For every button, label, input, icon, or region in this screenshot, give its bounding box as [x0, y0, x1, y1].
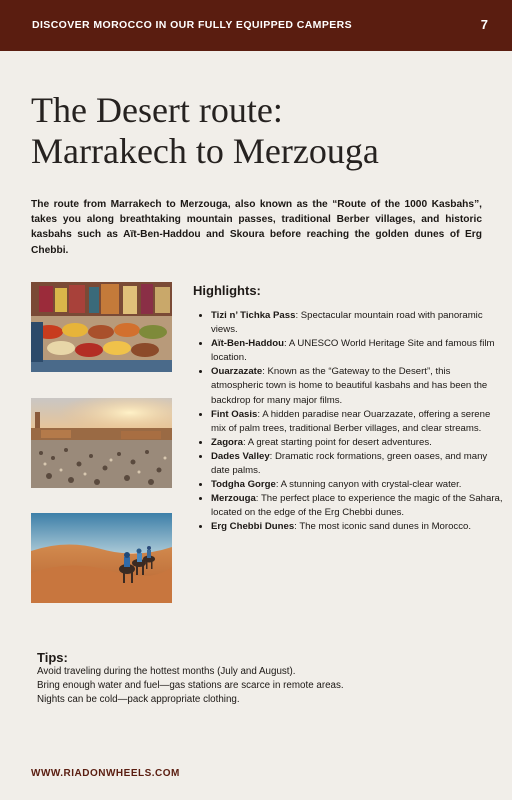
header-tagline: DISCOVER MOROCCO IN OUR FULLY EQUIPPED CAMPERS — [32, 19, 353, 31]
spice-market-image — [31, 282, 172, 372]
highlight-description: : A UNESCO World Heritage Site and famous film location. — [211, 338, 495, 364]
page-number: 7 — [480, 17, 488, 32]
highlight-name: Dades Valley — [211, 450, 270, 462]
highlights-title: Highlights: — [193, 283, 261, 298]
highlight-name: Tizi n’ Tichka Pass — [211, 310, 296, 321]
tip-line: Avoid traveling during the hottest months (July and August). — [37, 666, 296, 677]
highlight-name: Erg Chebbi Dunes — [211, 521, 295, 533]
highlight-name: Merzouga — [211, 493, 256, 505]
highlight-description: : The perfect place to experience the magic of the Sahara, located on the edge of the Erg Chebbi dunes. — [211, 493, 503, 519]
title-line-1: The Desert route: — [31, 90, 283, 130]
highlight-item — [211, 520, 503, 534]
desert-camels-image — [31, 513, 172, 603]
highlight-name: Todgha Gorge — [211, 479, 276, 491]
tip-line: Nights can be cold—pack appropriate clothing. — [37, 694, 240, 706]
highlight-name: Zagora — [211, 436, 243, 448]
highlight-name: Ouarzazate — [211, 366, 263, 378]
intro-paragraph: The route from Marrakech to Merzouga, also known as the “Route of the 1000 Kasbahs”, takes you along breathtaking mountain passes, traditional Berber villages, and historic kasbahs such as Aït-Ben-Haddou and Skoura before reaching the golden dunes of Erg Chebbi. — [31, 199, 482, 256]
tip-line: Bring enough water and fuel—gas stations are scarce in remote areas. — [37, 680, 344, 692]
tips-list — [37, 665, 477, 708]
highlight-description: : A hidden paradise near Ouarzazate, offering a serene mix of palm trees, traditional Berber villages, and clear streams. — [211, 408, 491, 434]
footer-website: WWW.RIADONWHEELS.COM — [31, 768, 180, 779]
photo-desert-camels — [31, 513, 172, 603]
highlight-name: Fint Oasis — [211, 408, 258, 420]
highlight-description: : The most iconic sand dunes in Morocco. — [294, 521, 472, 533]
highlight-item — [211, 408, 503, 436]
highlights-list — [193, 309, 503, 535]
highlight-description: : A great starting point for desert adventures. — [243, 436, 432, 448]
photo-marrakech-square — [31, 398, 172, 488]
highlight-item — [211, 436, 503, 450]
highlight-description: : Known as the “Gateway to the Desert”, this atmospheric town is home to beautiful kasbahs and has been the backdrop for many major films. — [211, 366, 488, 406]
photo-spice-market — [31, 282, 172, 372]
highlight-description: : Dramatic rock formations, green oases, and many date palms. — [211, 450, 488, 477]
highlight-item — [211, 450, 503, 478]
highlight-name: Aït-Ben-Haddou — [211, 338, 285, 350]
highlight-item — [211, 492, 503, 520]
title-line-2: Marrakech to Merzouga — [31, 131, 379, 171]
page-title — [31, 90, 491, 172]
highlight-item — [211, 365, 503, 407]
highlight-item — [211, 478, 503, 492]
highlight-item — [211, 309, 503, 337]
highlight-description: : Spectacular mountain road with panoramic views. — [211, 310, 483, 336]
highlight-description: : A stunning canyon with crystal-clear water. — [275, 479, 462, 491]
highlight-item — [211, 337, 503, 365]
page-header — [0, 0, 512, 51]
marrakech-square-image — [31, 398, 172, 488]
tips-title: Tips: — [37, 650, 68, 665]
